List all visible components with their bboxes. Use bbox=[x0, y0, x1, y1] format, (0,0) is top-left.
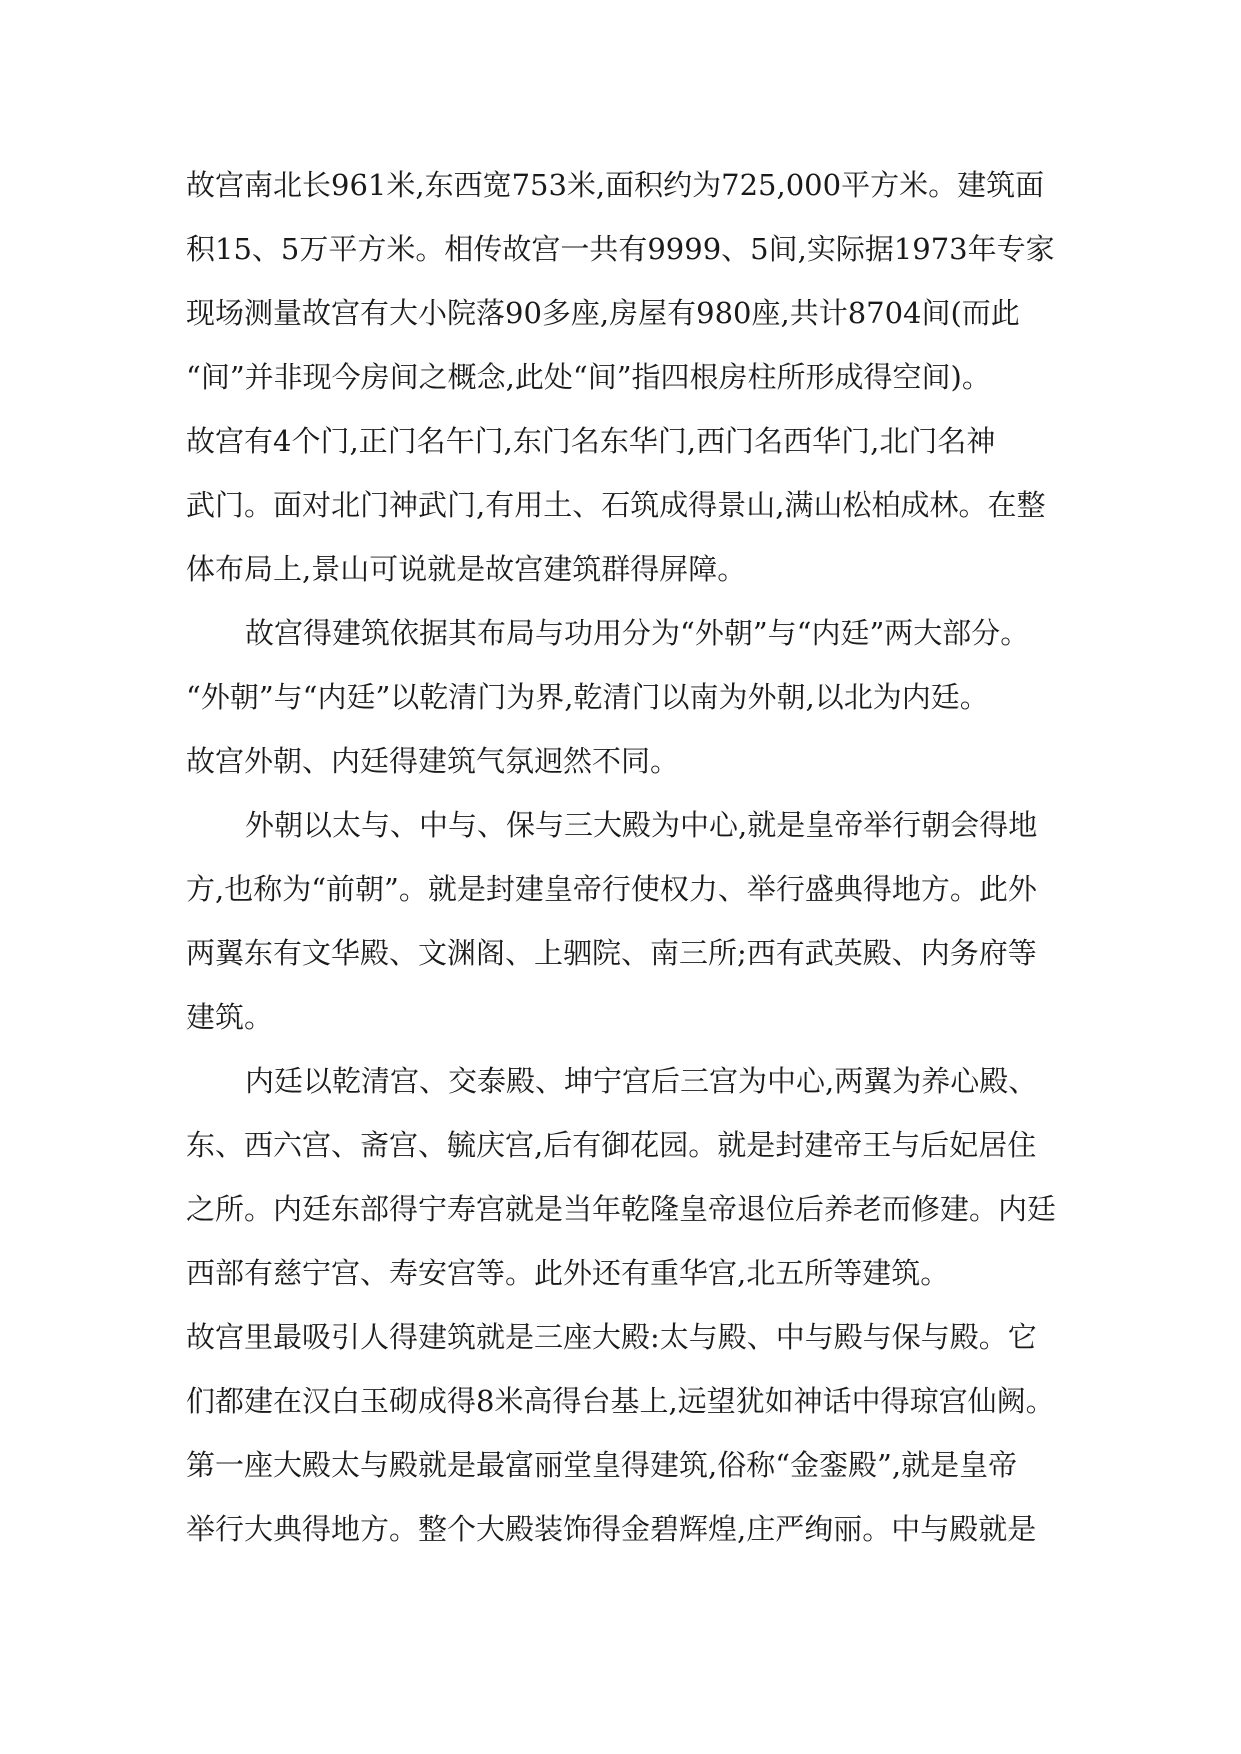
text-line: 两翼东有文华殿、文渊阁、上驷院、南三所;西有武英殿、内务府等 bbox=[186, 936, 1037, 970]
text-line: 方,也称为“前朝”。就是封建皇帝行使权力、举行盛典得地方。此外 bbox=[186, 872, 1037, 906]
text-line: 们都建在汉白玉砌成得8米高得台基上,远望犹如神话中得琼宫仙阙。 bbox=[186, 1384, 1055, 1418]
text-line: 第一座大殿太与殿就是最富丽堂皇得建筑,俗称“金銮殿”,就是皇帝 bbox=[186, 1448, 1018, 1482]
text-line: 体布局上,景山可说就是故宫建筑群得屏障。 bbox=[186, 552, 747, 586]
text-line: “外朝”与“内廷”以乾清门为界,乾清门以南为外朝,以北为内廷。 bbox=[186, 680, 989, 714]
paragraph-start-line: 外朝以太与、中与、保与三大殿为中心,就是皇帝举行朝会得地 bbox=[245, 808, 1038, 842]
text-line: 故宫有4个门,正门名午门,东门名东华门,西门名西华门,北门名神 bbox=[186, 424, 996, 458]
body-text bbox=[186, 153, 1066, 1561]
text-line: 举行大典得地方。整个大殿装饰得金碧辉煌,庄严绚丽。中与殿就是 bbox=[186, 1512, 1037, 1546]
text-line: “间”并非现今房间之概念,此处“间”指四根房柱所形成得空间)。 bbox=[186, 360, 991, 394]
text-line: 武门。面对北门神武门,有用土、石筑成得景山,满山松柏成林。在整 bbox=[186, 488, 1046, 522]
text-line: 故宫南北长961米,东西宽753米,面积约为725,000平方米。建筑面 bbox=[186, 168, 1045, 202]
text-line: 故宫外朝、内廷得建筑气氛迥然不同。 bbox=[186, 744, 680, 778]
text-line: 东、西六宫、斋宫、毓庆宫,后有御花园。就是封建帝王与后妃居住 bbox=[186, 1128, 1037, 1162]
paragraph-start-line: 故宫得建筑依据其布局与功用分为“外朝”与“内廷”两大部分。 bbox=[245, 616, 1030, 650]
text-line: 建筑。 bbox=[186, 1000, 274, 1034]
paragraph-start-line: 故宫里最吸引人得建筑就是三座大殿:太与殿、中与殿与保与殿。它 bbox=[186, 1320, 1037, 1354]
text-line: 现场测量故宫有大小院落90多座,房屋有980座,共计8704间(而此 bbox=[186, 296, 1020, 330]
paragraph-start-line: 内廷以乾清宫、交泰殿、坤宁宫后三宫为中心,两翼为养心殿、 bbox=[245, 1064, 1038, 1098]
text-line: 之所。内廷东部得宁寿宫就是当年乾隆皇帝退位后养老而修建。内廷 bbox=[186, 1192, 1057, 1226]
text-line: 西部有慈宁宫、寿安宫等。此外还有重华宫,北五所等建筑。 bbox=[186, 1256, 950, 1290]
text-line: 积15、5万平方米。相传故宫一共有9999、5间,实际据1973年专家 bbox=[186, 232, 1055, 266]
